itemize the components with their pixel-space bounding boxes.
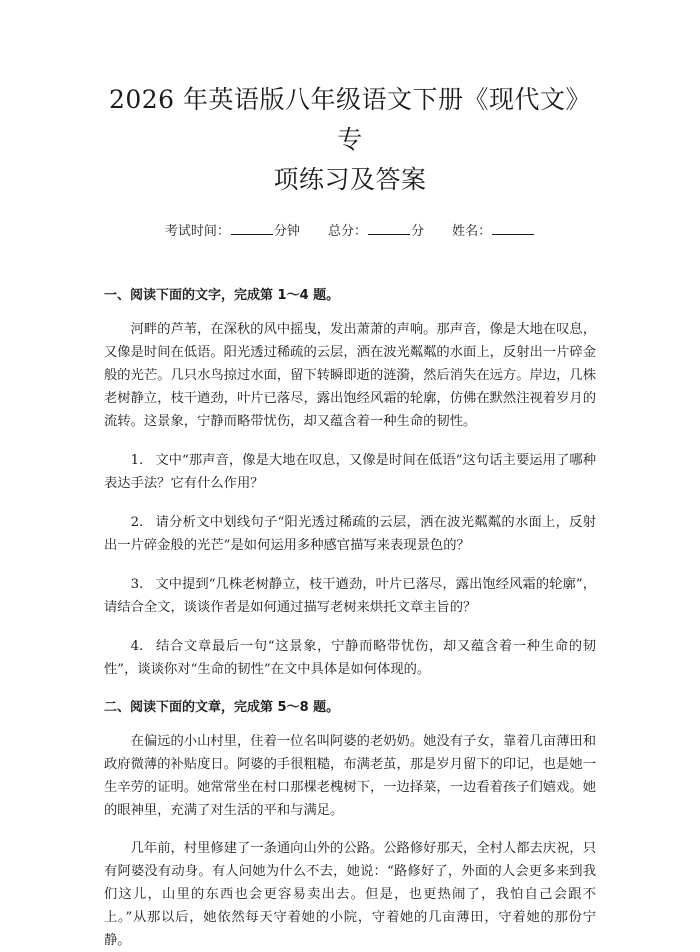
question-2: [104, 511, 596, 557]
section-1-passage: 河畔的芦苇，在深秋的风中摇曳，发出萧萧的声响。那声音，像是大地在叹息，又像是时间在低语。阳光透过稀疏的云层，洒在波光粼粼的水面上，反射出一片碎金般的光芒。几只水鸟掠过水面，留下转瞬即逝的涟漪，然后消失在远方。岸边，几株老树静立，枝干遒劲，叶片已落尽，露出饱经风霜的轮廓，仿佛在默然注视着岁月的流转。这景象，宁静而略带忧伤，却又蕴含着一种生命的韧性。: [104, 322, 596, 429]
section-2-paragraph-1: 在偏远的小山村里，住着一位名叫阿婆的老奶奶。她没有子女，靠着几亩薄田和政府微薄的补贴度日。阿婆的手很粗糙，布满老茧，那是岁月留下的印记，也是她一生辛劳的证明。她常常坐在村口那棵老槐树下，一边择菜，一边看着孩子们嬉戏。她的眼神里，充满了对生活的平和与满足。: [104, 734, 596, 818]
section-2-number: 二、: [104, 700, 131, 715]
question-2-number: 2.: [130, 515, 144, 530]
section-2-title: 阅读下面的文章，完成第 5～8 题。: [130, 700, 340, 715]
document-title: [104, 80, 596, 200]
title-line-1: 2026 年英语版八年级语文下册《现代文》专: [108, 85, 592, 154]
total-score-label: 总分：: [327, 224, 367, 239]
exam-time-blank: [231, 220, 273, 235]
question-2-text: 请分析文中划线句子“阳光透过稀疏的云层，洒在波光粼粼的水面上，反射出一片碎金般的光芒”是如何运用多种感官描写来表现景色的？: [104, 515, 596, 553]
total-score-blank: [368, 220, 410, 235]
exam-time-field: [165, 220, 300, 242]
section-1-number: 一、: [104, 288, 131, 303]
question-1-text: 文中“那声音，像是大地在叹息，又像是时间在低语”这句话主要运用了哪种表达手法？它有什么作用？: [104, 453, 596, 491]
student-name-label: 姓名：: [452, 224, 492, 239]
question-4-number: 4.: [130, 639, 144, 654]
student-name-blank: [492, 220, 534, 235]
exam-time-label: 考试时间：: [164, 224, 230, 239]
total-score-field: [328, 220, 424, 242]
total-score-unit: 分: [411, 224, 425, 239]
question-1-number: 1.: [130, 453, 144, 468]
section-1-title: 阅读下面的文字，完成第 1～4 题。: [130, 288, 340, 303]
question-3-number: 3.: [130, 577, 144, 592]
question-4: [104, 635, 596, 681]
section-1-heading: [104, 286, 596, 306]
section-2-heading: [104, 698, 596, 718]
exam-time-unit: 分钟: [273, 224, 300, 239]
section-2-paragraph-2: 几年前，村里修建了一条通向山外的公路。公路修好那天，全村人都去庆祝，只有阿婆没有动身。有人问她为什么不去，她说：“路修好了，外面的人会更多来到我们这儿，山里的东西也会更容易卖出去。但是，也更热闹了，我怕自己会跟不上。”从那以后，她依然每天守着她的小院，守着她的几亩薄田，守着她的那份宁静。: [104, 841, 596, 948]
exam-info-row: [104, 220, 596, 242]
question-3-text: 文中提到“几株老树静立，枝干遒劲，叶片已落尽，露出饱经风霜的轮廓”，请结合全文，谈谈作者是如何通过描写老树来烘托文章主旨的？: [104, 577, 596, 615]
student-name-field: [452, 220, 535, 242]
title-line-2: 项练习及答案: [273, 165, 427, 194]
question-1: [104, 449, 596, 495]
question-3: [104, 573, 596, 619]
question-4-text: 结合文章最后一句“这景象，宁静而略带忧伤，却又蕴含着一种生命的韧性”，谈谈你对“生命的韧性”在文中具体是如何体现的。: [104, 639, 596, 677]
